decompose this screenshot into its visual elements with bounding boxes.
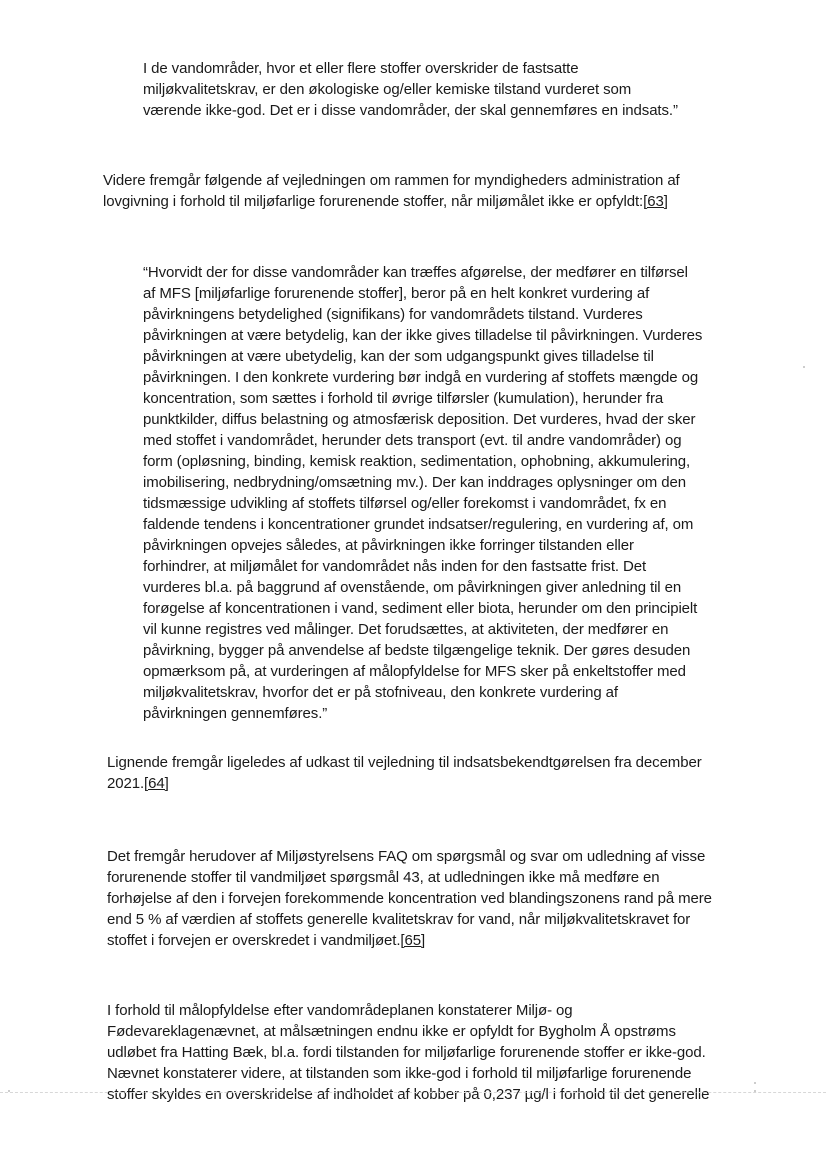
paragraph-draft-guidance xyxy=(107,752,717,794)
quote-guidance-main xyxy=(143,262,703,724)
paragraph-text: I forhold til målopfyldelse efter vandområdeplanen konstaterer Miljø- og Fødevareklagenævnet, at målsætningen endnu ikke er opfyldt for Bygholm Å opstrøms udløbet fra Hatting Bæk, bl.a. fordi tilstanden for miljøfarlige forurenende stoffer er ikke-god. Nævnet konstaterer videre, at tilstanden som ikke-god i forhold til miljøfarlige forurenende stoffer skyldes en overskridelse af indholdet af kobber på 0,237 µg/l i forhold til det generelle xyxy=(107,1002,710,1103)
scan-artifact-line xyxy=(0,1092,826,1093)
paragraph-target-fulfilment xyxy=(107,1000,717,1105)
quote-top-text: I de vandområder, hvor et eller flere stoffer overskrider de fastsatte miljøkvalitetskrav, er den økologiske og/eller kemiske tilstand vurderet som værende ikke-god. Det er i disse vandområder, der skal gennemføres en indsats.” xyxy=(143,60,678,119)
footnote-link-63[interactable]: [63] xyxy=(643,193,668,210)
paragraph-guidance-intro xyxy=(103,170,713,212)
quote-main-text: “Hvorvidt der for disse vandområder kan træffes afgørelse, der medfører en tilførsel af MFS [miljøfarlige forurenende stoffer], beror på en helt konkret vurdering af påvirkningens betydelighed (signifikans) for vandområdets tilstand. Vurderes påvirkningen at være betydelig, kan der ikke gives tilladelse til påvirkningen. Vurderes påvirkningen at være ubetydelig, kan der som udgangspunkt gives tilladelse til påvirkningen. I den konkrete vurdering bør indgå en vurdering af stoffets mængde og koncentration, som sættes i forhold til øvrige tilførsler (kumulation), herunder fra punktkilder, diffus belastning og atmosfærisk deposition. Det vurderes, hvad der sker med stoffet i vandområdet, herunder dets transport (evt. til andre vandområder) og form (opløsning, binding, kemisk reaktion, sedimentation, ophobning, akkumulering, imobilisering, nedbrydning/omsætning mv.). Der kan inddrages oplysninger om den tidsmæssige udvikling af stoffets tilførsel og/eller forekomst i vandområdet, fx en faldende tendens i koncentrationer grundet indsatser/regulering, en vurdering af, om påvirkningen opvejes således, at påvirkningen ikke forringer tilstanden eller forhindrer, at miljømålet for vandområdet nås inden for den fastsatte frist. Det vurderes bl.a. på baggrund af ovenstående, om påvirkningen giver anledning til en forøgelse af koncentrationen i vand, sediment eller biota, herunder om den principielt vil kunne registres ved målinger. Det forudsættes, at aktiviteten, der medfører en påvirkning, bygger på anvendelse af bedste tilgængelige teknik. Der gøres desuden opmærksom på, at vurderingen af målopfyldelse for MFS sker på enkeltstoffer med miljøkvalitetskrav, hvorfor det er på stofniveau, den konkrete vurdering af påvirkningen gennemføres.” xyxy=(143,264,703,722)
paragraph-text: Lignende fremgår ligeledes af udkast til vejledning til indsatsbekendtgørelsen fra december 2021. xyxy=(107,754,702,792)
scan-speck xyxy=(8,1090,10,1092)
paragraph-text: Videre fremgår følgende af vejledningen om rammen for myndigheders administration af lovgivning i forhold til miljøfarlige forurenende stoffer, når miljømålet ikke er opfyldt: xyxy=(103,172,680,210)
scan-speck xyxy=(754,1090,756,1092)
paragraph-text: Det fremgår herudover af Miljøstyrelsens FAQ om spørgsmål og svar om udledning af visse forurenende stoffer til vandmiljøet spørgsmål 43, at udledningen ikke må medføre en forhøjelse af den i forvejen forekommende koncentration ved blandingszonens rand på mere end 5 % af værdien af stoffets generelle kvalitetskrav for vand, når miljøkvalitetskravet for stoffet i forvejen er overskredet i vandmiljøet. xyxy=(107,848,712,949)
footnote-link-64[interactable]: [64] xyxy=(144,775,169,792)
footnote-link-65[interactable]: [65] xyxy=(400,932,426,949)
paragraph-faq xyxy=(107,846,717,951)
scan-speck xyxy=(754,1082,756,1084)
scan-speck xyxy=(803,366,805,368)
quote-excerpt-top xyxy=(143,58,683,121)
